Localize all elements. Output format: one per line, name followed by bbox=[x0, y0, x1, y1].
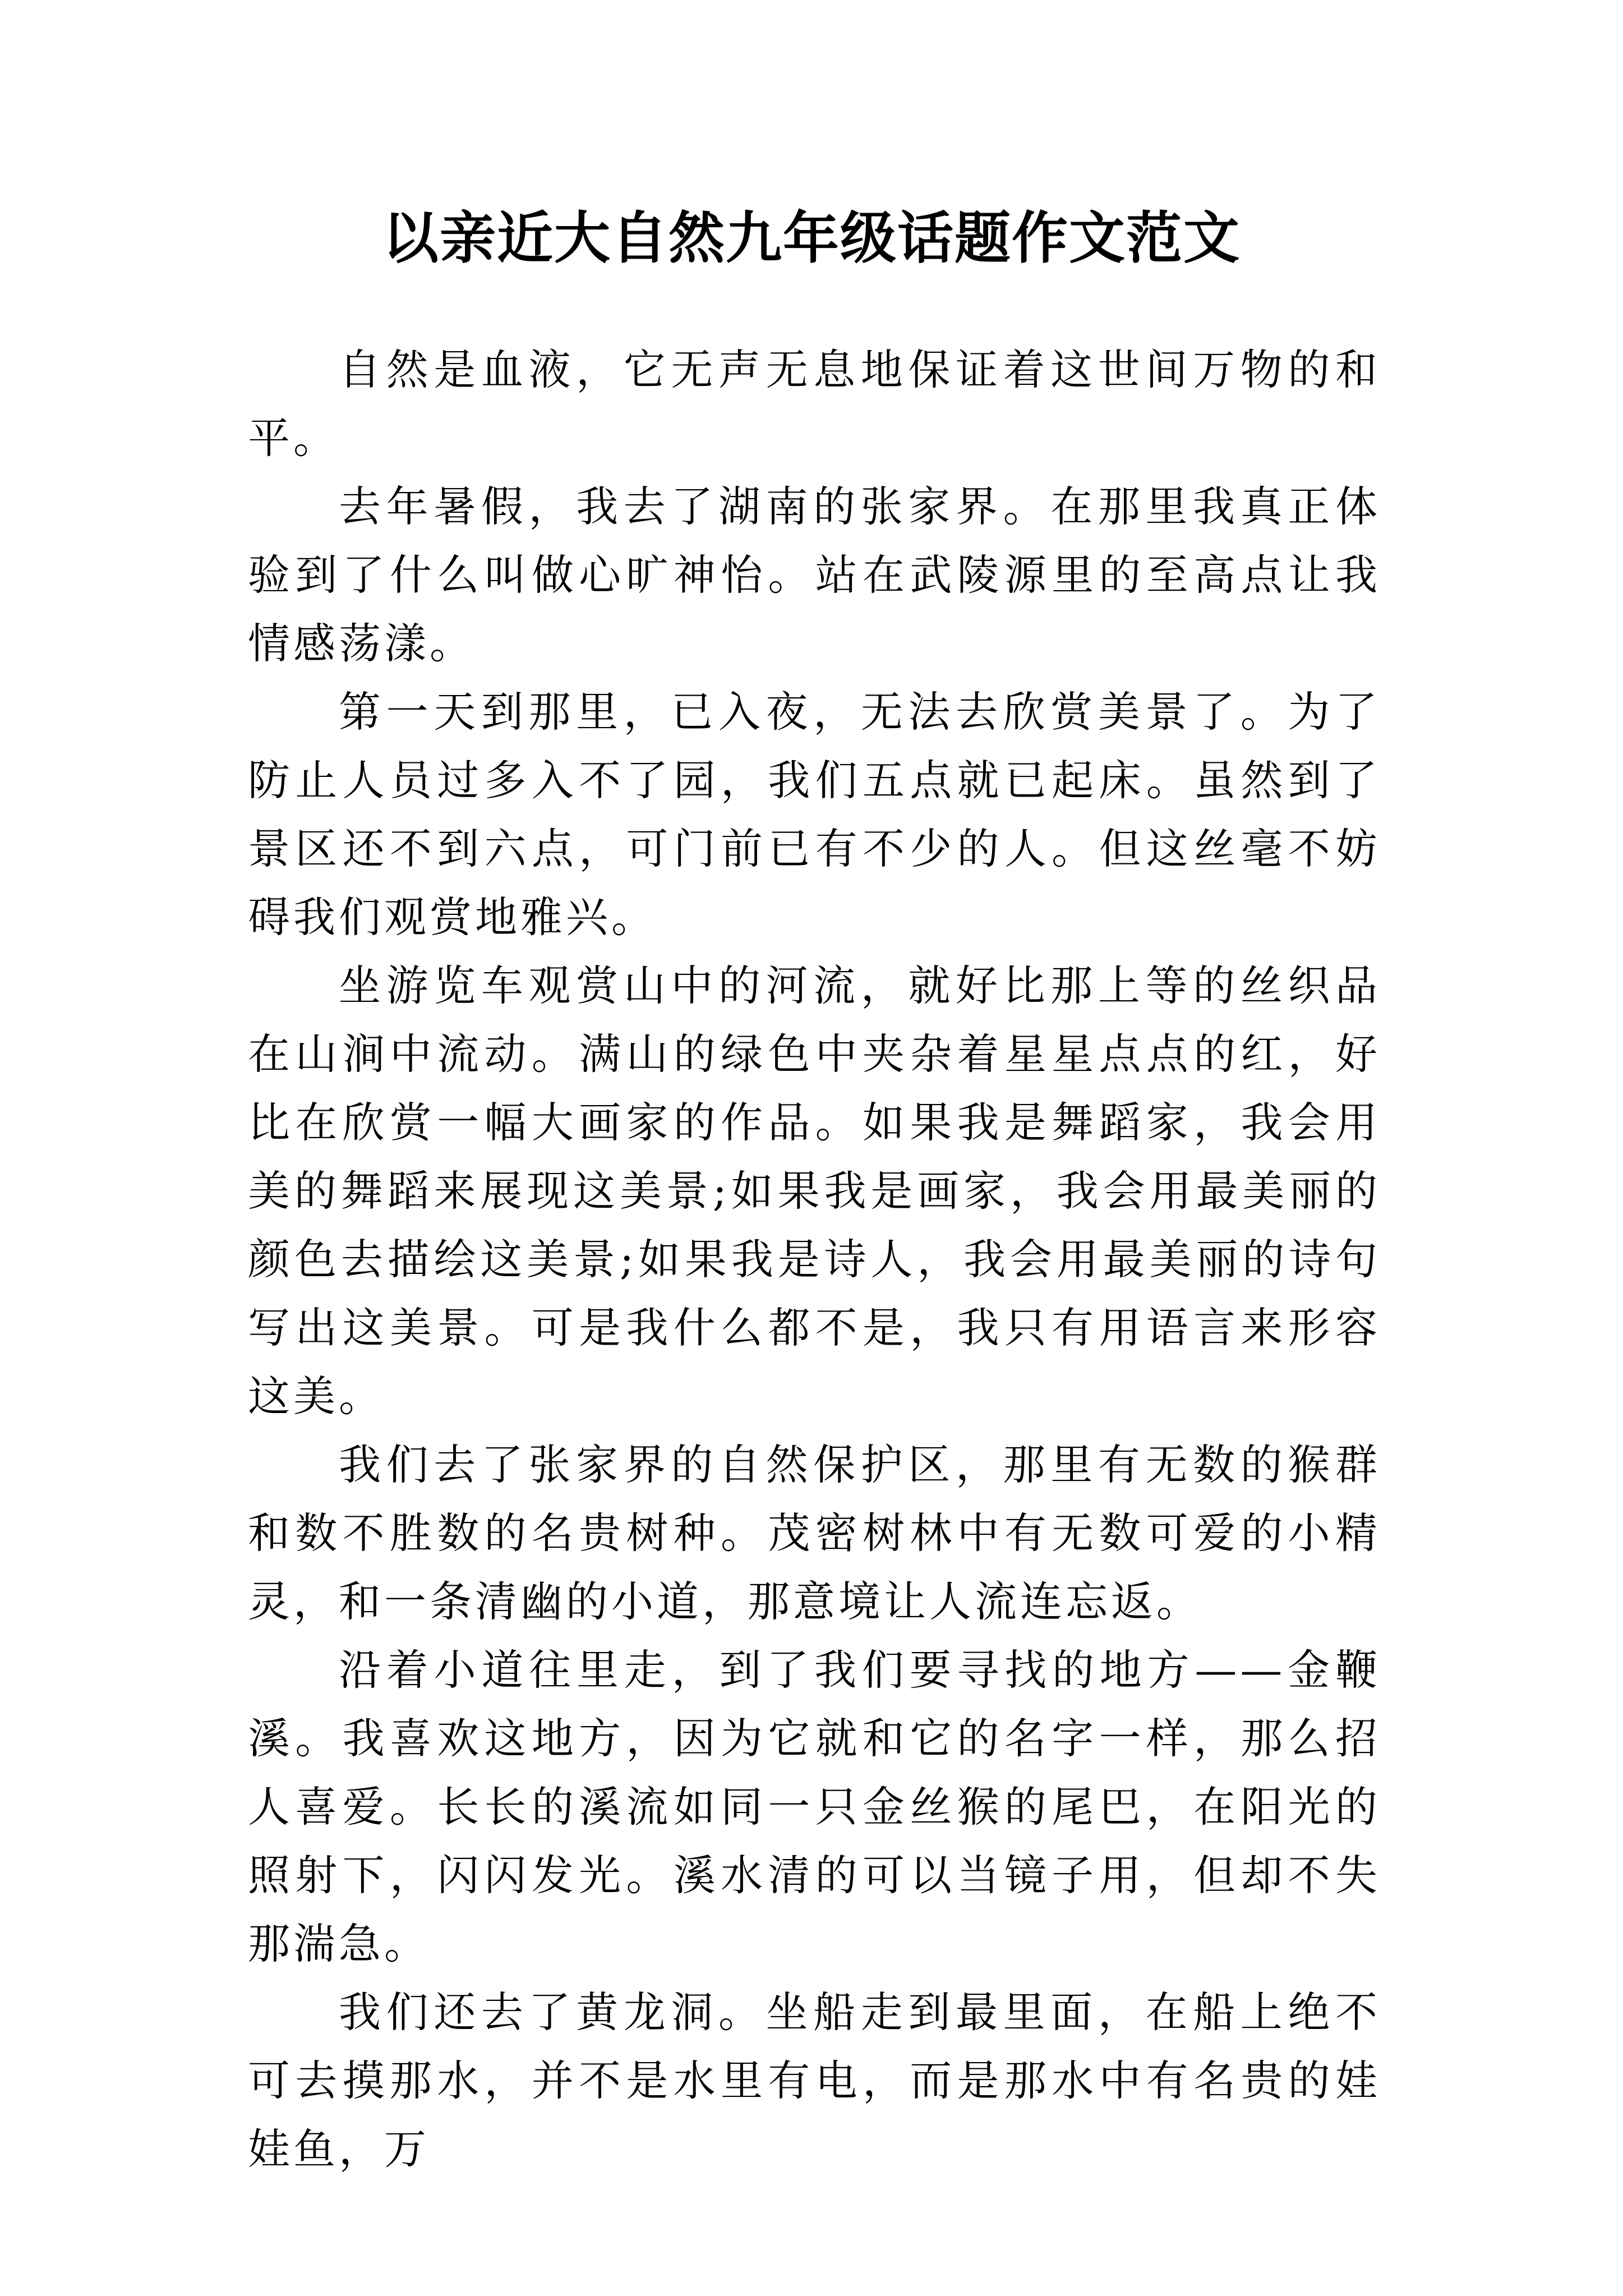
paragraph: 我们去了张家界的自然保护区，那里有无数的猴群和数不胜数的名贵树种。茂密树林中有无数可爱的小精灵，和一条清幽的小道，那意境让人流连忘返。 bbox=[248, 1440, 1381, 1626]
paragraph: 第一天到那里，已入夜，无法去欣赏美景了。为了防止人员过多入不了园，我们五点就已起床。虽然到了景区还不到六点，可门前已有不少的人。但这丝毫不妨碍我们观赏地雅兴。 bbox=[248, 687, 1381, 942]
document-title: 以亲近大自然九年级话题作文范文 bbox=[382, 205, 1241, 271]
paragraph: 坐游览车观赏山中的河流，就好比那上等的丝织品在山涧中流动。满山的绿色中夹杂着星星点点的红，好比在欣赏一幅大画家的作品。如果我是舞蹈家，我会用美的舞蹈来展现这美景;如果我是画家，我会用最美丽的颜色去描绘这美景;如果我是诗人，我会用最美丽的诗句写出这美景。可是我什么都不是，我只有用语言来形容这美。 bbox=[248, 961, 1381, 1421]
paragraph: 去年暑假，我去了湖南的张家界。在那里我真正体验到了什么叫做心旷神怡。站在武陵源里的至高点让我情感荡漾。 bbox=[248, 482, 1381, 668]
paragraph: 自然是血液，它无声无息地保证着这世间万物的和平。 bbox=[248, 345, 1381, 463]
document-body bbox=[248, 335, 1381, 2183]
paragraph: 沿着小道往里走，到了我们要寻找的地方——金鞭溪。我喜欢这地方，因为它就和它的名字一样，那么招人喜爱。长长的溪流如同一只金丝猴的尾巴，在阳光的照射下，闪闪发光。溪水清的可以当镜子用，但却不失那湍急。 bbox=[248, 1645, 1381, 1968]
paragraph: 我们还去了黄龙洞。坐船走到最里面，在船上绝不可去摸那水，并不是水里有电，而是那水中有名贵的娃娃鱼，万 bbox=[248, 1987, 1381, 2174]
